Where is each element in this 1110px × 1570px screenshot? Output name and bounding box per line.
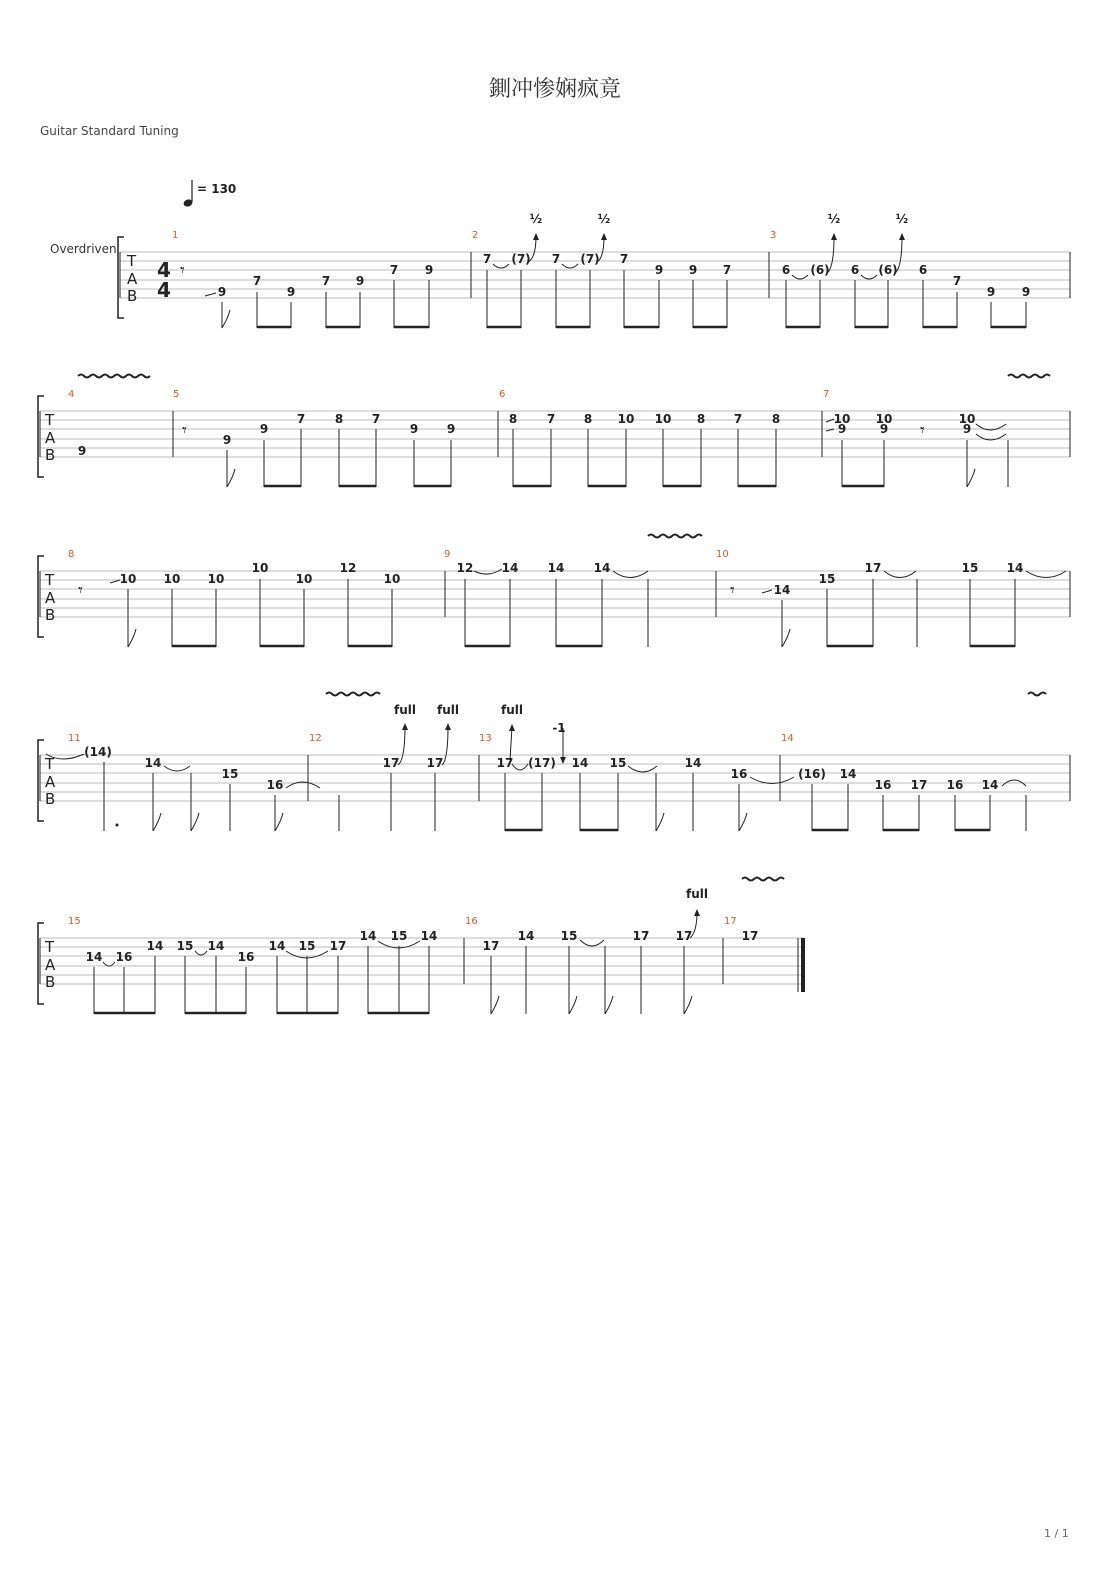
eighth-rest: 𝄾: [730, 580, 735, 601]
fret-number: (14): [84, 745, 112, 759]
eighth-rest: 𝄾: [180, 260, 185, 281]
tab-clef-a: A: [45, 773, 56, 791]
tab-clef-t: T: [45, 571, 55, 589]
fret-number: 14: [593, 561, 611, 575]
measure-number: 2: [472, 230, 479, 241]
score-title: 鍘冲惨娴疯竟: [488, 77, 621, 102]
fret-number: 17: [426, 756, 444, 770]
fret-number: 14: [144, 756, 162, 770]
fret-number: 14: [501, 561, 519, 575]
fret-number: 9: [446, 422, 456, 436]
fret-number: 7: [619, 252, 629, 266]
fret-number: 14: [981, 778, 999, 792]
fret-number: 10: [875, 412, 893, 426]
fret-number: 8: [334, 412, 344, 426]
fret-number: 6: [850, 263, 860, 277]
fret-number: 9: [962, 422, 972, 436]
fret-number: (7): [511, 252, 531, 266]
fret-number: 7: [546, 412, 556, 426]
fret-number: 9: [688, 263, 698, 277]
fret-number: 17: [482, 939, 500, 953]
fret-number: 17: [910, 778, 928, 792]
fret-number: 7: [321, 274, 331, 288]
fret-number: 16: [115, 950, 133, 964]
fret-number: 9: [654, 263, 664, 277]
fret-number: 14: [839, 767, 857, 781]
fret-number: 10: [295, 572, 313, 586]
fret-number: 8: [583, 412, 593, 426]
fret-number: 10: [833, 412, 851, 426]
bend-label: ½: [827, 212, 841, 226]
tab-clef-b: B: [45, 446, 56, 464]
tuning-label: Guitar Standard Tuning: [40, 124, 179, 138]
fret-number: 12: [456, 561, 474, 575]
tempo-text: = 130: [197, 182, 237, 196]
time-signature-bottom: 4: [157, 278, 171, 302]
fret-number: 10: [958, 412, 976, 426]
fret-number: 17: [864, 561, 882, 575]
system-5-marks: [38, 878, 803, 1015]
track-name: Overdriven: [50, 242, 117, 256]
measure-number: 17: [724, 916, 737, 927]
time-signature-top: 4: [157, 258, 171, 282]
fret-number: 14: [773, 583, 791, 597]
bend-label: ½: [529, 212, 543, 226]
measure-number: 3: [770, 230, 777, 241]
measure-number: 4: [68, 389, 75, 400]
tab-clef-a: A: [127, 270, 138, 288]
fret-number: 9: [222, 433, 232, 447]
fret-number: 14: [517, 929, 535, 943]
fret-number: 16: [237, 950, 255, 964]
fret-number: 9: [1021, 285, 1031, 299]
fret-number: 7: [252, 274, 262, 288]
fret-number: 10: [654, 412, 672, 426]
measure-number: 5: [173, 389, 180, 400]
fret-number: 9: [424, 263, 434, 277]
measure-number: 11: [68, 733, 81, 744]
fret-number: 9: [286, 285, 296, 299]
fret-number: 7: [389, 263, 399, 277]
fret-number: 9: [355, 274, 365, 288]
fret-number: 15: [221, 767, 239, 781]
tab-clef-b: B: [45, 606, 56, 624]
fret-number: (6): [810, 263, 830, 277]
fret-number: 9: [837, 422, 847, 436]
fret-number: 14: [684, 756, 702, 770]
fret-number: 8: [771, 412, 781, 426]
tab-clef-a: A: [45, 429, 56, 447]
fret-number: 10: [383, 572, 401, 586]
fret-number: 9: [259, 422, 269, 436]
measure-number: 15: [68, 916, 81, 927]
fret-number: 9: [879, 422, 889, 436]
fret-number: 17: [329, 939, 347, 953]
fret-number: 14: [207, 939, 225, 953]
fret-number: 15: [560, 929, 578, 943]
fret-number: 9: [217, 285, 227, 299]
fret-number: 10: [207, 572, 225, 586]
fret-number: 9: [409, 422, 419, 436]
fret-number: 10: [617, 412, 635, 426]
tempo-marking: [183, 180, 237, 208]
fret-number: 8: [508, 412, 518, 426]
fret-number: 10: [119, 572, 137, 586]
fret-number: 15: [390, 929, 408, 943]
fret-number: 17: [675, 929, 693, 943]
system-2-marks: [38, 375, 1070, 488]
tab-clef-b: B: [127, 287, 138, 305]
tab-clef-t: T: [127, 252, 137, 270]
fret-number: (7): [580, 252, 600, 266]
measure-number: 10: [716, 549, 729, 560]
fret-number: 17: [496, 756, 514, 770]
fret-number: 14: [1006, 561, 1024, 575]
fret-number: 7: [733, 412, 743, 426]
fret-number: 9: [986, 285, 996, 299]
fret-number: 7: [482, 252, 492, 266]
tab-clef-t: T: [45, 938, 55, 956]
measure-number: 1: [172, 230, 179, 241]
fret-number: 17: [741, 929, 759, 943]
eighth-rest: 𝄾: [920, 420, 925, 441]
fret-number: 15: [818, 572, 836, 586]
bend-label: -1: [552, 721, 566, 735]
fret-number: (17): [528, 756, 556, 770]
fret-number: 8: [696, 412, 706, 426]
vibrato-mark: [78, 375, 150, 378]
fret-number: 12: [339, 561, 357, 575]
measure-number: 14: [781, 733, 794, 744]
fret-number: 7: [722, 263, 732, 277]
fret-number: 10: [163, 572, 181, 586]
vibrato-mark: [648, 535, 702, 538]
dotted-note-dot: [116, 824, 119, 827]
fret-number: 16: [266, 778, 284, 792]
tab-clef-b: B: [45, 790, 56, 808]
measure-number: 9: [444, 549, 451, 560]
measure-number: 7: [823, 389, 830, 400]
vibrato-mark: [326, 693, 380, 696]
fret-number: 6: [781, 263, 791, 277]
fret-number: 9: [77, 444, 87, 458]
eighth-rest: 𝄾: [78, 580, 83, 601]
system-3: [40, 571, 1070, 617]
fret-number: 16: [730, 767, 748, 781]
fret-number: 7: [952, 274, 962, 288]
vibrato-mark: [742, 878, 784, 881]
tab-clef-a: A: [45, 589, 56, 607]
fret-number: 14: [359, 929, 377, 943]
bend-label: full: [394, 703, 416, 717]
fret-number: 7: [551, 252, 561, 266]
vibrato-mark: [1028, 693, 1046, 696]
eighth-rest: 𝄾: [182, 420, 187, 441]
fret-number: 10: [251, 561, 269, 575]
fret-number: 7: [371, 412, 381, 426]
bend-label: full: [686, 887, 708, 901]
bend-label: full: [437, 703, 459, 717]
tab-clef-b: B: [45, 973, 56, 991]
bend-label: ½: [597, 212, 611, 226]
measure-number: 8: [68, 549, 75, 560]
fret-number: 16: [874, 778, 892, 792]
fret-number: 15: [961, 561, 979, 575]
bend-label: full: [501, 703, 523, 717]
fret-number: 14: [146, 939, 164, 953]
fret-number: 6: [918, 263, 928, 277]
measure-number: 13: [479, 733, 492, 744]
system-4-marks: [38, 693, 1070, 832]
fret-number: (16): [798, 767, 826, 781]
bend-label: ½: [895, 212, 909, 226]
page-number: 1 / 1: [1044, 1527, 1069, 1540]
system-3-marks: [38, 535, 1070, 648]
fret-number: 17: [382, 756, 400, 770]
fret-number: 7: [296, 412, 306, 426]
fret-number: 14: [268, 939, 286, 953]
fret-number: 17: [632, 929, 650, 943]
measure-number: 6: [499, 389, 506, 400]
fret-number: 15: [298, 939, 316, 953]
fret-number: 14: [547, 561, 565, 575]
fret-number: (6): [878, 263, 898, 277]
measure-number: 12: [309, 733, 322, 744]
fret-number: 15: [176, 939, 194, 953]
tab-clef-t: T: [45, 755, 55, 773]
fret-number: 14: [420, 929, 438, 943]
measure-number: 16: [465, 916, 478, 927]
fret-number: 14: [571, 756, 589, 770]
fret-number: 16: [946, 778, 964, 792]
fret-number: 15: [609, 756, 627, 770]
fret-number: 14: [85, 950, 103, 964]
tab-clef-a: A: [45, 956, 56, 974]
vibrato-mark: [1008, 375, 1050, 378]
tab-clef-t: T: [45, 411, 55, 429]
